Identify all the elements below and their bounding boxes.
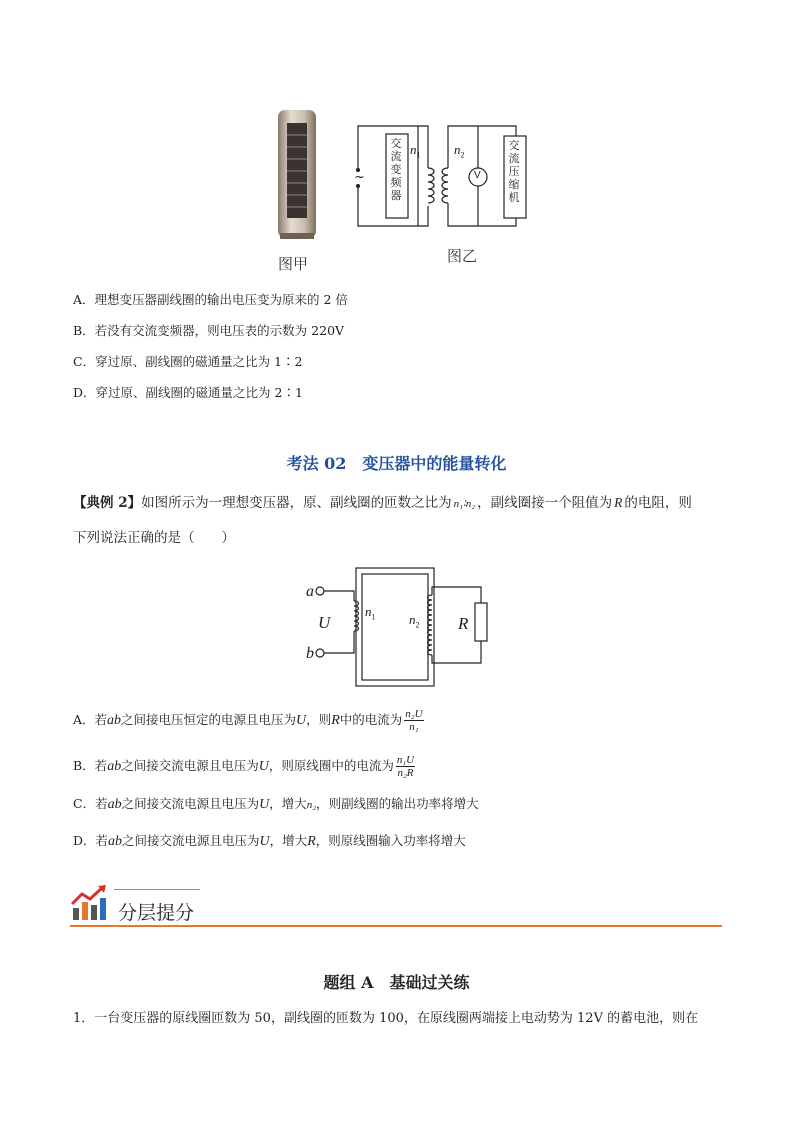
terminal-b-label: b xyxy=(306,645,314,662)
voltage-u-label: U xyxy=(318,613,331,632)
fraction-b: $\frac{\text{n₁U}}{\text{n₂R}}$ xyxy=(396,754,415,779)
n2-label-fig1: $n_2$ xyxy=(454,142,465,160)
banner-bottom-rule xyxy=(70,925,722,927)
q1-option-d: D．穿过原、副线圈的磁通量之比为 2∶1 xyxy=(73,385,303,400)
problem-1-text: 1．一台变压器的原线圈匝数为 50，副线圈的匝数为 100，在原线圈两端接上电动势为 12V 的蓄电池，则在 xyxy=(73,1011,699,1026)
fraction-a: $\frac{\text{n₂U}}{\text{n₁}}$ xyxy=(405,708,423,733)
q2-option-a: A．若ab之间接电压恒定的电源且电压为U，则R中的电流为 $\frac{\text{n₂U}}{\text{n₁}}$ xyxy=(73,708,423,733)
terminal-a-label: a xyxy=(306,583,314,600)
ac-source-symbol: ~ xyxy=(354,170,365,185)
figure-caption-left: 图甲 xyxy=(278,255,309,273)
example-2-line-2: 下列说法正确的是（ ） xyxy=(73,530,235,546)
q1-option-a: A．理想变压器副线圈的输出电压变为原来的 2 倍 xyxy=(73,292,348,307)
q2-option-d: D．若ab之间接交流电源且电压为U，增大R，则原线圈输入功率将增大 xyxy=(73,833,466,849)
section-heading: 考法 02 变压器中的能量转化 xyxy=(286,454,507,473)
n2-label-fig2: $n_2$ xyxy=(409,612,420,630)
compressor-label: 交流压缩机 xyxy=(508,139,520,204)
n1-label-fig2: $n_1$ xyxy=(365,604,376,622)
q2-option-b: B．若ab之间接交流电源且电压为U，则原线圈中的电流为 $\frac{\text{n₁U}}{\text{n₂R}}$ xyxy=(73,754,415,779)
example-2-line-1: 【典例 2】如图所示为一理想变压器，原、副线圈的匝数之比为 n₁∶n₂ ，副线圈接一个阻值为 R 的电阻，则 xyxy=(73,495,692,511)
q1-option-c: C．穿过原、副线圈的磁通量之比为 1∶2 xyxy=(73,354,303,369)
air-conditioner-image xyxy=(270,105,330,245)
q2-option-c: C．若ab之间接交流电源且电压为U，增大n₂，则副线圈的输出功率将增大 xyxy=(73,796,479,812)
example-label: 【典例 2】 xyxy=(73,495,142,511)
resistor-r-label: R xyxy=(458,614,469,633)
frequency-converter-label: 交流变频器 xyxy=(390,137,402,202)
q1-option-b: B．若没有交流变频器，则电压表的示数为 220V xyxy=(73,323,345,338)
n1-label-fig1: $n_1$ xyxy=(410,142,421,160)
chart-growth-icon xyxy=(70,884,108,922)
figure-caption-right: 图乙 xyxy=(447,247,478,265)
group-a-heading: 题组 A 基础过关练 xyxy=(323,973,470,992)
voltmeter-symbol: V xyxy=(474,170,481,181)
banner-top-rule xyxy=(114,889,200,890)
banner-title: 分层提分 xyxy=(118,902,195,924)
